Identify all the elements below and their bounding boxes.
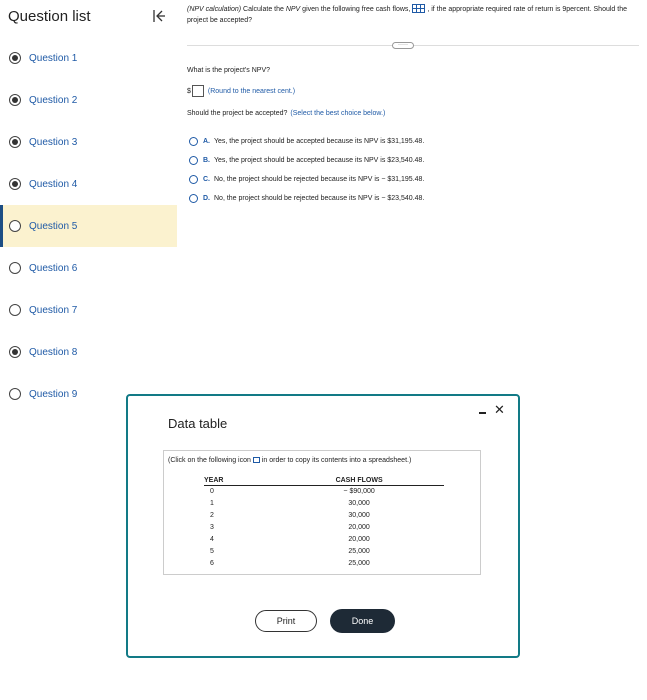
unanswered-status-icon	[9, 304, 21, 316]
question-label: Question 6	[29, 262, 78, 274]
prompt-text: Calculate the	[241, 6, 286, 13]
answered-status-icon	[9, 52, 21, 64]
column-header-cash-flows: CASH FLOWS	[274, 477, 444, 486]
cash-flow-cell: 20,000	[348, 536, 370, 543]
year-cell: 0	[210, 488, 214, 495]
table-row	[204, 498, 444, 510]
choice-radio[interactable]	[189, 175, 198, 184]
answered-status-icon	[9, 94, 21, 106]
choice-b[interactable]	[189, 153, 424, 167]
year-cell: 6	[210, 560, 214, 567]
question-label: Question 9	[29, 388, 78, 400]
question-label: Question 1	[29, 52, 78, 64]
choice-letter: A.	[203, 137, 210, 145]
table-header-row	[204, 477, 444, 486]
question-item-4[interactable]	[0, 163, 177, 205]
cash-flow-table	[204, 477, 444, 570]
choice-a[interactable]	[189, 134, 424, 148]
year-cell: 2	[210, 512, 214, 519]
column-header-year: YEAR	[204, 477, 274, 486]
choice-text: Yes, the project should be accepted because its NPV is $31,195.48.	[214, 137, 425, 145]
year-cell: 1	[210, 500, 214, 507]
question-prompt	[187, 4, 639, 26]
accept-question	[187, 110, 385, 117]
unanswered-status-icon	[9, 388, 21, 400]
question-label: Question 4	[29, 178, 78, 190]
copy-to-spreadsheet-icon[interactable]	[253, 457, 260, 463]
choice-radio[interactable]	[189, 194, 198, 203]
cash-flow-cell: − $90,000	[343, 488, 375, 495]
cash-flow-cell: 30,000	[348, 512, 370, 519]
accept-question-text: Should the project be accepted?	[187, 110, 288, 117]
table-row	[204, 546, 444, 558]
npv-question: What is the project's NPV?	[187, 67, 271, 74]
choice-letter: C.	[203, 175, 210, 183]
data-table-icon[interactable]	[412, 4, 425, 13]
question-item-5[interactable]	[0, 205, 177, 247]
table-row	[204, 522, 444, 534]
year-cell: 4	[210, 536, 214, 543]
question-item-3[interactable]	[0, 121, 177, 163]
prompt-rest: given the following free cash flows,	[300, 6, 411, 13]
choice-text: No, the project should be rejected because its NPV is − $31,195.48.	[214, 175, 425, 183]
question-label: Question 2	[29, 94, 78, 106]
print-button[interactable]: Print	[255, 610, 317, 632]
table-row	[204, 558, 444, 570]
minimize-icon[interactable]	[477, 404, 489, 418]
choice-letter: B.	[203, 156, 210, 164]
unanswered-status-icon	[9, 220, 21, 232]
collapse-sidebar-icon[interactable]	[152, 9, 166, 23]
done-button[interactable]: Done	[330, 609, 395, 633]
data-table-modal	[126, 394, 520, 658]
answered-status-icon	[9, 178, 21, 190]
question-label: Question 3	[29, 136, 78, 148]
close-icon[interactable]: ✕	[494, 402, 505, 417]
answer-choices	[189, 134, 424, 210]
cash-flow-cell: 20,000	[348, 524, 370, 531]
data-table-box	[163, 450, 481, 575]
unanswered-status-icon	[9, 262, 21, 274]
choice-radio[interactable]	[189, 137, 198, 146]
choice-c[interactable]	[189, 172, 424, 186]
cash-flow-cell: 25,000	[348, 548, 370, 555]
table-row	[204, 510, 444, 522]
prompt-npv: NPV	[285, 6, 301, 13]
question-label: Question 8	[29, 346, 78, 358]
accept-hint: (Select the best choice below.)	[290, 110, 386, 117]
copy-note-before: (Click on the following icon	[168, 457, 251, 464]
question-item-6[interactable]	[0, 247, 177, 289]
npv-input[interactable]	[192, 85, 204, 97]
question-list	[0, 37, 177, 415]
dollar-prefix: $	[187, 87, 191, 95]
question-label: Question 7	[29, 304, 78, 316]
choice-text: No, the project should be rejected because its NPV is − $23,540.48.	[214, 194, 425, 202]
question-item-1[interactable]	[0, 37, 177, 79]
modal-title: Data table	[168, 416, 228, 431]
choice-radio[interactable]	[189, 156, 198, 165]
choice-text: Yes, the project should be accepted because its NPV is $23,540.48.	[214, 156, 425, 164]
npv-hint: (Round to the nearest cent.)	[207, 87, 296, 95]
copy-note	[168, 457, 411, 464]
table-row	[204, 486, 444, 499]
choice-letter: D.	[203, 194, 210, 202]
answered-status-icon	[9, 136, 21, 148]
question-item-7[interactable]	[0, 289, 177, 331]
copy-note-after: in order to copy its contents into a spreadsheet.)	[261, 457, 412, 464]
cash-flow-cell: 30,000	[348, 500, 370, 507]
answered-status-icon	[9, 346, 21, 358]
year-cell: 5	[210, 548, 214, 555]
question-label: Question 5	[29, 220, 78, 232]
year-cell: 3	[210, 524, 214, 531]
npv-answer-row	[187, 85, 295, 97]
question-item-8[interactable]	[0, 331, 177, 373]
cash-flow-cell: 25,000	[348, 560, 370, 567]
question-item-2[interactable]	[0, 79, 177, 121]
sidebar-header	[0, 0, 177, 36]
table-row	[204, 534, 444, 546]
choice-d[interactable]	[189, 191, 424, 205]
prompt-after-icon: , if the appropriate required rate of return is 9percent. Should the project be accepted?	[187, 6, 627, 24]
expand-more-button[interactable]: ·····	[392, 42, 414, 49]
sidebar-title: Question list	[8, 8, 91, 25]
prompt-topic: (NPV calculation)	[187, 6, 242, 13]
